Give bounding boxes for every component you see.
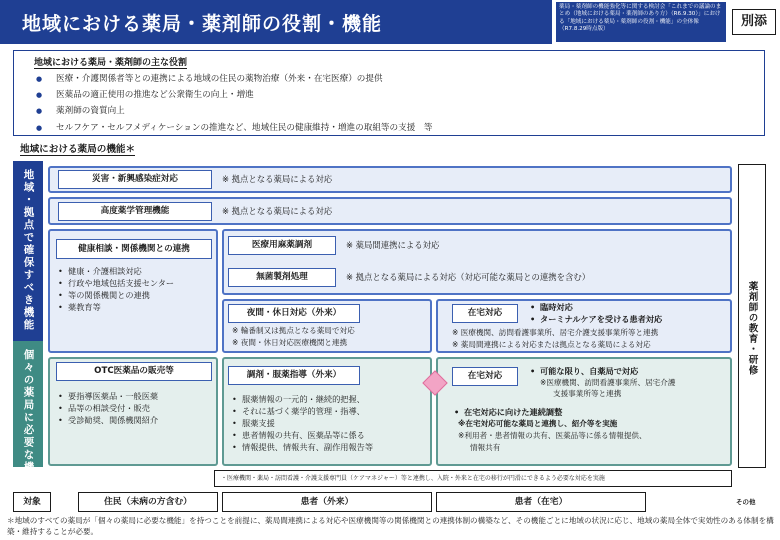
note-home-bottom-sub: ※在宅対応可能な薬局と連携し、紹介等を実施: [458, 419, 618, 428]
home-bottom-list: [528, 365, 638, 377]
note-home-bottom-sub-1: ※利用者・患者情報の共有、医薬品等に係る情報提供、: [458, 431, 647, 440]
list-item: • 健康・介護相談対応: [56, 265, 174, 277]
label-home-top: 在宅対応: [452, 304, 518, 323]
list-item: • 要指導医薬品・一般医薬: [56, 390, 158, 402]
band-education: 薬剤師の教育・研修: [738, 164, 766, 468]
home-bottom-sublist: [452, 406, 562, 418]
band-regional-functions: 地域・拠点で確保すべき機能: [13, 161, 43, 341]
label-night: 夜間・休日対応（外来）: [228, 304, 360, 323]
consult-list: [56, 265, 174, 313]
target-home-patient: 患者（在宅）: [436, 492, 646, 512]
list-item: ● 医薬品の適正使用の推進など公衆衛生の向上・増進: [36, 87, 756, 103]
target-label: 対象: [13, 492, 51, 512]
footnote: ＊地域のすべての薬局が「個々の薬局に必要な機能」を持つことを前提に、薬局間連携による対応や医療機関等の関係機関との連携体制の構築など、その機能ごとに地域の状況に応じ、地域の薬局全体で実効性のある体制を構築・維持することが必要。: [7, 516, 774, 536]
target-residents: 住民（未病の方含む）: [78, 492, 218, 512]
source-note: 薬局・薬剤師の機能強化等に関する検討会「これまでの議論のまとめ（地域における薬局・薬剤師のあり方）（R6.9.30）」における「地域における薬局・薬剤師の役割・機能」の全体像（R7.8.29時点版）: [556, 2, 726, 42]
roles-list: [36, 71, 756, 136]
band-individual-functions: 個々の薬局に必要な機能: [13, 341, 43, 467]
label-advanced: 高度薬学管理機能: [58, 202, 212, 221]
target-outpatient: 患者（外来）: [222, 492, 432, 512]
list-item: ● 医療・介護関係者等との連携による地域の住民の薬物治療（外来・在宅医療）の提供: [36, 71, 756, 87]
list-item: • 受診勧奨、関係機関紹介: [56, 414, 158, 426]
note-home-bottom-sub-2: 情報共有: [470, 443, 501, 452]
label-dispensing: 調剤・服薬指導（外来）: [228, 366, 360, 385]
note-advanced: ※ 拠点となる薬局による対応: [222, 206, 333, 216]
list-item: • 品等の相談受付・販売: [56, 402, 158, 414]
note-sterile: ※ 拠点となる薬局による対応（対応可能な薬局との連携を含む）: [346, 272, 591, 282]
list-item: • 等の関係機関との連携: [56, 289, 174, 301]
list-item: • ターミナルケアを受ける患者対応: [528, 313, 662, 325]
note-home-top-2: ※ 薬局間連携による対応または拠点となる薬局による対応: [452, 340, 651, 349]
list-item: • 情報提供、情報共有、副作用報告等: [230, 441, 373, 453]
list-item: • それに基づく薬学的管理・指導、: [230, 405, 373, 417]
label-narcotic: 医療用麻薬調剤: [228, 236, 336, 255]
note-disaster: ※ 拠点となる薬局による対応: [222, 174, 333, 184]
label-consult: 健康相談・関係機関との連携: [56, 239, 212, 259]
page-title: 地域における薬局・薬剤師の役割・機能: [22, 13, 383, 35]
note-home-top-1: ※ 医療機関、訪問看護事業所、居宅介護支援事業所等と連携: [452, 328, 659, 337]
transition-note: ・医療機関・薬局・訪問看護・介護支援専門員（ケアマネジャー）等と連携し、入院・外来と在宅の移行が円滑にできるよう必要な対応を実施: [214, 470, 732, 487]
note-home-bottom-2: 支援事業所等と連携: [553, 389, 622, 398]
note-narcotic: ※ 薬局間連携による対応: [346, 240, 440, 250]
label-otc: OTC医薬品の販売等: [56, 362, 212, 381]
list-item: • 行政や地域包括支援センター: [56, 277, 174, 289]
target-other: その他: [736, 498, 756, 506]
roles-title: 地域における薬局・薬剤師の主な役割: [34, 58, 188, 68]
list-item: • 服薬情報の一元的・継続的把握、: [230, 393, 373, 405]
list-item: ● 薬剤師の資質向上: [36, 103, 756, 119]
note-night-2: ※ 夜間・休日対応医療機関と連携: [232, 338, 348, 347]
dispensing-list: [230, 393, 373, 453]
note-night-1: ※ 輪番制又は拠点となる薬局で対応: [232, 326, 355, 335]
otc-list: [56, 390, 158, 426]
roles-box: [13, 50, 765, 136]
label-sterile: 無菌製剤処理: [228, 268, 336, 287]
list-item: • 患者情報の共有、医薬品等に係る: [230, 429, 373, 441]
label-disaster: 災害・新興感染症対応: [58, 170, 212, 189]
list-item: • 可能な限り、自薬局で対応: [528, 365, 638, 377]
label-home-bottom: 在宅対応: [452, 367, 518, 386]
note-home-bottom-1: ※医療機関、訪問看護事業所、居宅介護: [540, 378, 676, 387]
list-item: ● セルフケア・セルフメディケーションの推進など、地域住民の健康維持・増進の取組等の支援 等: [36, 120, 756, 136]
list-item: • 薬教育等: [56, 301, 174, 313]
functions-title: 地域における薬局の機能＊: [20, 144, 136, 155]
attachment-badge: 別添: [732, 9, 776, 35]
list-item: • 服薬支援: [230, 417, 373, 429]
home-top-list: [528, 301, 662, 325]
list-item: • 在宅対応に向けた連続調整: [452, 406, 562, 418]
list-item: • 臨時対応: [528, 301, 662, 313]
